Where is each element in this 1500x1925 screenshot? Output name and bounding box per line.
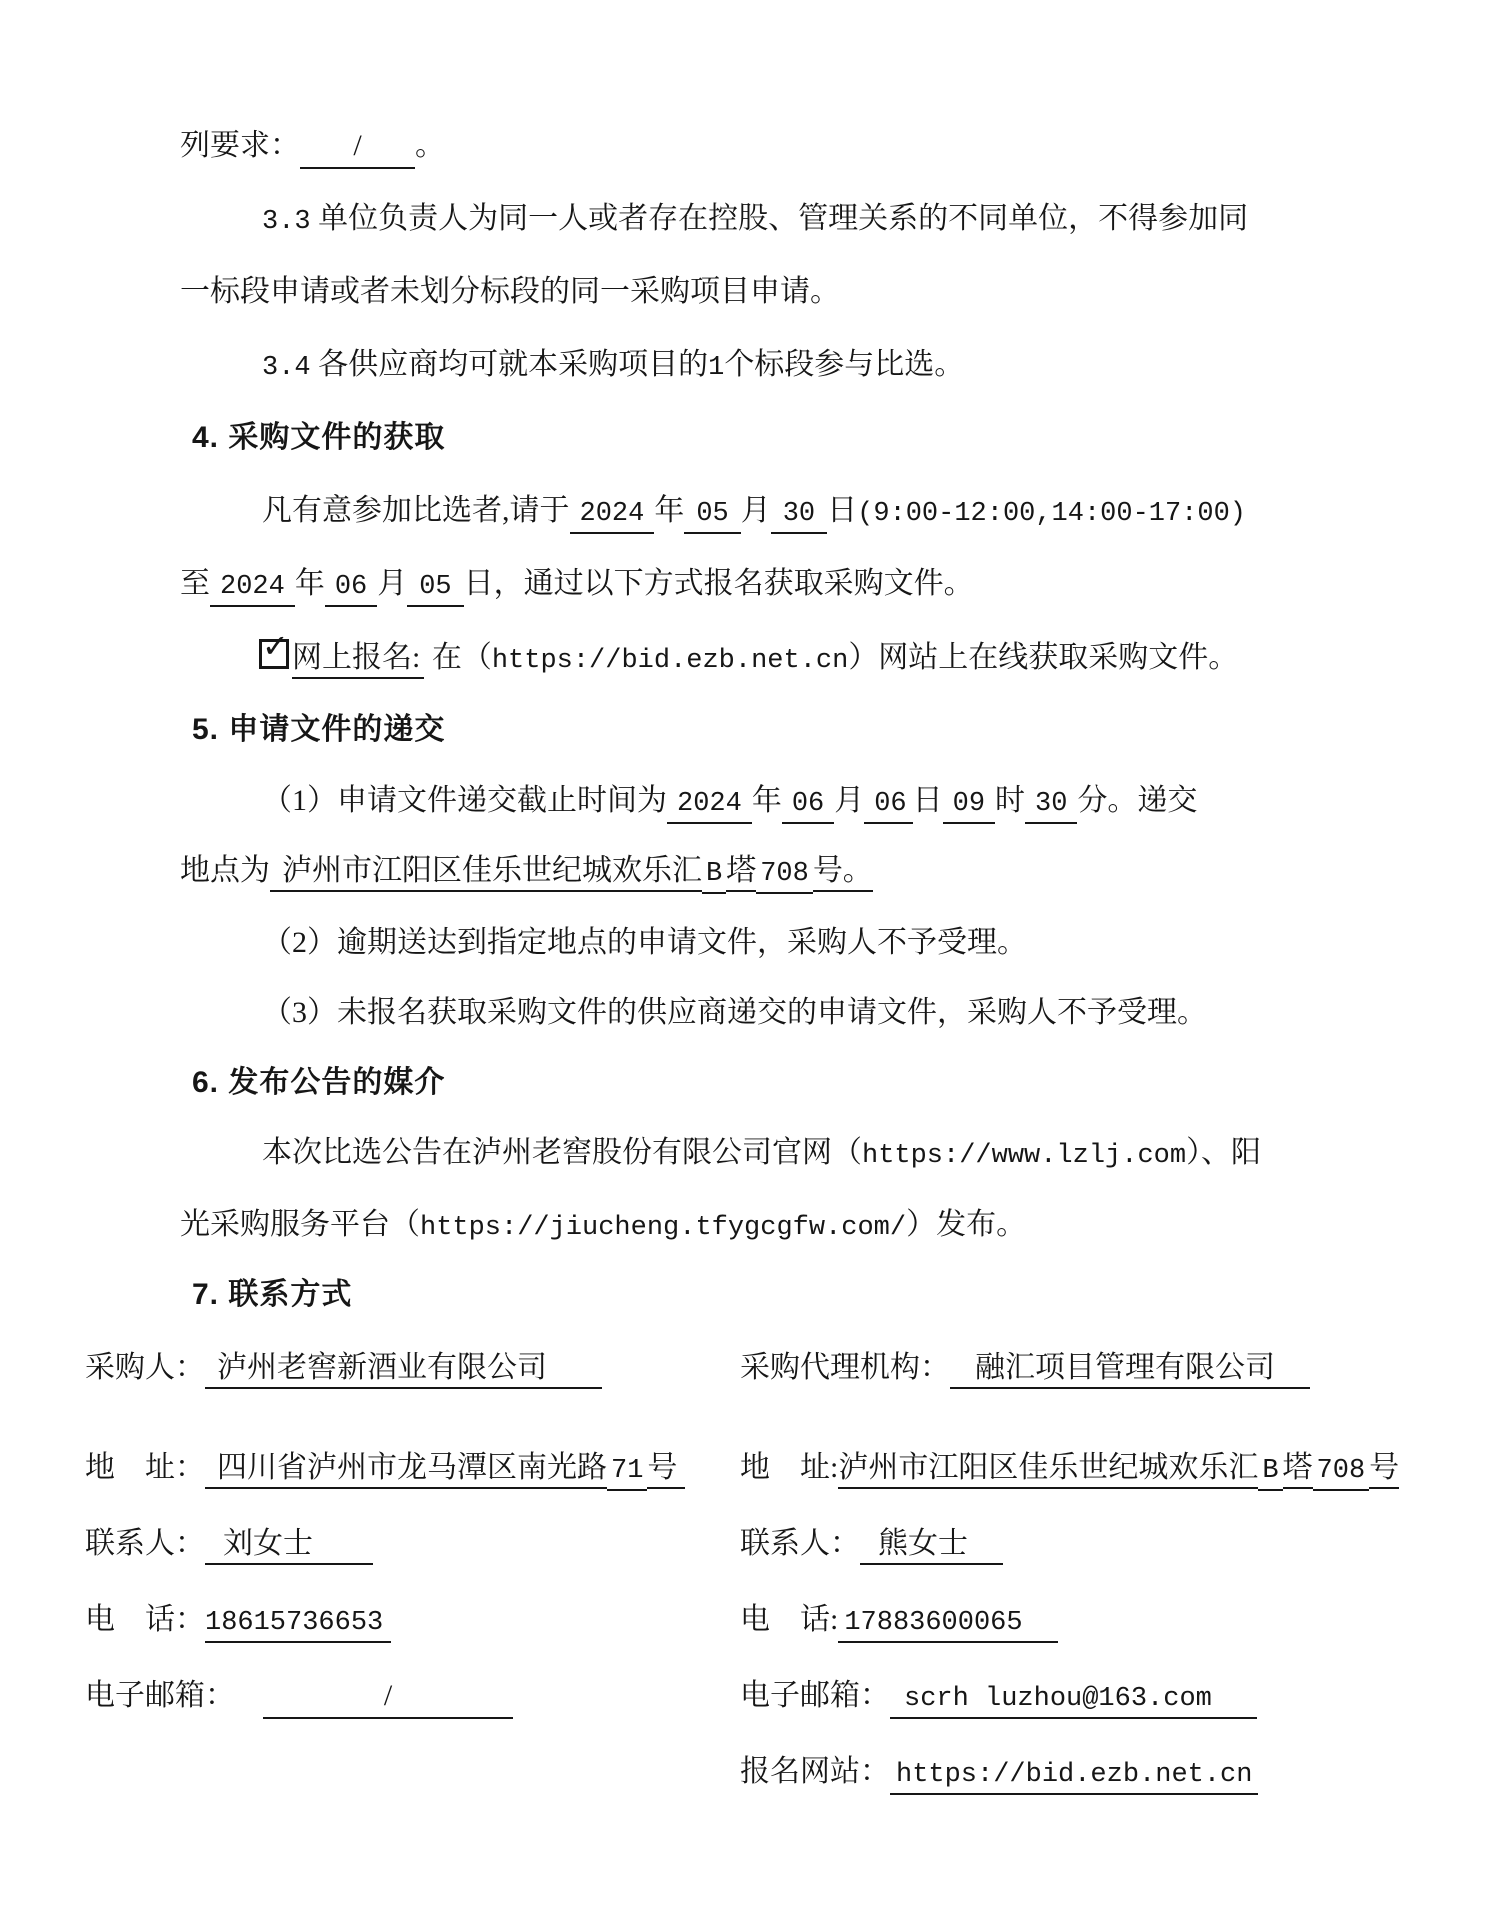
text-run: 3.3 (262, 207, 311, 237)
field-buyer-phone (85, 1600, 391, 1643)
filled-in-value: 2024 (210, 572, 295, 607)
text-run: 4. 采购文件的获取 (192, 421, 446, 454)
text-run: 凡有意参加比选者,请于 (262, 494, 570, 527)
announcement-media-line-1 (262, 1133, 1261, 1176)
filled-in-value: 泸州市江阳区佳乐世纪城欢乐汇 (270, 854, 702, 892)
text-run: 月 (834, 784, 865, 817)
filled-in-value: 塔 (726, 854, 756, 892)
text-run: 日 (827, 494, 858, 527)
text-run: https://bid.ezb.net.cn (491, 646, 849, 676)
clause-requirements-line (180, 126, 445, 169)
submission-rule-2-line (262, 923, 1027, 963)
filled-in-value: 四川省泸州市龙马潭区南光路 (205, 1451, 607, 1489)
filled-in-value: 号。 (813, 854, 873, 892)
checkbox-checked-icon (259, 627, 289, 669)
submission-deadline-line-1 (262, 781, 1197, 824)
text-run: （1）申请文件递交截止时间为 (262, 784, 667, 817)
text-run: 6. 发布公告的媒介 (192, 1066, 446, 1099)
text-run: 电 话: (740, 1603, 839, 1636)
clause-3-3-line-1 (262, 199, 1248, 242)
field-agency-name (740, 1348, 1310, 1388)
text-run: 单位负责人为同一人或者存在控股、管理关系的不同单位，不得参加同 (310, 202, 1249, 235)
text-run: 至 (180, 567, 210, 600)
filled-in-value: 2024 (667, 789, 752, 824)
filled-in-value: 网上报名: (292, 641, 424, 679)
filled-in-value: B (702, 859, 726, 894)
filled-in-value: 30 (771, 499, 827, 534)
filled-in-value: 06 (864, 789, 912, 824)
filled-in-value: https://bid.ezb.net.cn (890, 1760, 1258, 1795)
text-run: https://www.lzlj.com (862, 1141, 1187, 1171)
filled-in-value: 09 (943, 789, 995, 824)
filled-in-value: 融汇项目管理有限公司 (950, 1351, 1310, 1389)
filled-in-value: 17883600065 (838, 1608, 1057, 1643)
online-signup-line (258, 627, 1239, 681)
field-agency-address (740, 1448, 1399, 1491)
text-run: 地点为 (180, 854, 270, 887)
text-run: （2）逾期送达到指定地点的申请文件，采购人不予受理。 (262, 926, 1027, 959)
section-heading-7 (192, 1275, 352, 1315)
text-run: 年 (751, 784, 782, 817)
text-run: https://jiucheng.tfygcgfw.com/ (420, 1213, 907, 1243)
text-run: 7. 联系方式 (192, 1278, 353, 1311)
filled-in-value: 塔 (1283, 1451, 1313, 1489)
field-signup-website (740, 1752, 1258, 1795)
text-run: 本次比选公告在泸州老窖股份有限公司官网（ (262, 1136, 862, 1169)
filled-in-value: 号 (647, 1451, 685, 1489)
field-agency-contact (740, 1524, 1003, 1564)
section-heading-4 (192, 418, 445, 458)
filled-in-value: 刘女士 (205, 1527, 373, 1565)
text-run: 日，通过以下方式报名获取采购文件。 (463, 567, 974, 600)
field-agency-phone (740, 1600, 1058, 1643)
text-run: 3.4 (262, 353, 311, 383)
clause-3-4-line (262, 345, 964, 388)
text-run: 联系人： (740, 1527, 860, 1560)
text-run: 5. 申请文件的递交 (192, 713, 446, 746)
text-run: 光采购服务平台（ (180, 1208, 420, 1241)
text-run: 地 址: (740, 1451, 839, 1484)
text-run: 年 (294, 567, 325, 600)
filled-in-value: 泸州市江阳区佳乐世纪城欢乐汇 (838, 1451, 1258, 1489)
filled-in-value: 06 (325, 572, 377, 607)
filled-in-value: 708 (1313, 1456, 1370, 1491)
text-run: 年 (654, 494, 685, 527)
filled-in-value: 号 (1369, 1451, 1399, 1489)
text-run: (9:00-12:00,14:00-17:00) (857, 499, 1246, 529)
doc-acquisition-line-1 (262, 491, 1246, 534)
filled-in-value: 05 (684, 499, 740, 534)
text-run: 各供应商均可就本采购项目的 (310, 348, 709, 381)
text-run: 一标段申请或者未划分标段的同一采购项目申请。 (180, 275, 840, 308)
field-buyer-email (85, 1676, 513, 1719)
text-run: 电子邮箱： (740, 1679, 890, 1712)
text-run: 月 (377, 567, 408, 600)
text-run: 电子邮箱： (85, 1679, 235, 1712)
text-run: 电 话： (85, 1603, 205, 1636)
text-run: ）、阳 (1186, 1136, 1262, 1169)
field-buyer-address (85, 1448, 685, 1491)
field-buyer-contact (85, 1524, 373, 1564)
text-run: 在（ (424, 641, 492, 674)
filled-in-value: 2024 (570, 499, 655, 534)
filled-in-value: 30 (1025, 789, 1077, 824)
text-run: （3）未报名获取采购文件的供应商递交的申请文件，采购人不予受理。 (262, 996, 1207, 1029)
text-run: 。 (415, 129, 445, 162)
announcement-media-line-2 (180, 1205, 1026, 1248)
text-run: 分。递交 (1077, 784, 1198, 817)
text-run: ）发布。 (906, 1208, 1027, 1241)
text-run: 采购人： (85, 1351, 205, 1384)
text-run: 时 (995, 784, 1026, 817)
blank-field: / (263, 1676, 513, 1719)
submission-deadline-line-2 (180, 851, 873, 894)
field-buyer-name (85, 1348, 602, 1388)
doc-acquisition-line-2 (180, 564, 974, 607)
check-mark-glyph: ✓ (262, 627, 289, 665)
text-run: 1 (708, 353, 725, 383)
text-run: 报名网站： (740, 1755, 890, 1788)
filled-in-value: 18615736653 (205, 1608, 391, 1643)
section-heading-6 (192, 1063, 445, 1103)
filled-in-value: 06 (782, 789, 834, 824)
text-run: 联系人： (85, 1527, 205, 1560)
blank-field: / (300, 126, 415, 169)
filled-in-value: scrh luzhou@163.com (890, 1684, 1257, 1719)
text-run: 采购代理机构： (740, 1351, 950, 1384)
text-run: 列要求： (180, 129, 300, 162)
text-run: 个标段参与比选。 (724, 348, 965, 381)
filled-in-value: 71 (607, 1456, 647, 1491)
text-run: 月 (740, 494, 771, 527)
section-heading-5 (192, 710, 445, 750)
text-run: ）网站上在线获取采购文件。 (848, 641, 1239, 674)
clause-3-3-line-2 (180, 272, 840, 312)
filled-in-value: 熊女士 (860, 1527, 1003, 1565)
filled-in-value: 05 (407, 572, 463, 607)
text-run: 日 (912, 784, 943, 817)
filled-in-value: 泸州老窖新酒业有限公司 (205, 1351, 602, 1389)
filled-in-value: 708 (756, 859, 813, 894)
text-run: 地 址： (85, 1451, 205, 1484)
field-agency-email (740, 1676, 1257, 1719)
filled-in-value: B (1258, 1456, 1282, 1491)
submission-rule-3-line (262, 993, 1207, 1033)
